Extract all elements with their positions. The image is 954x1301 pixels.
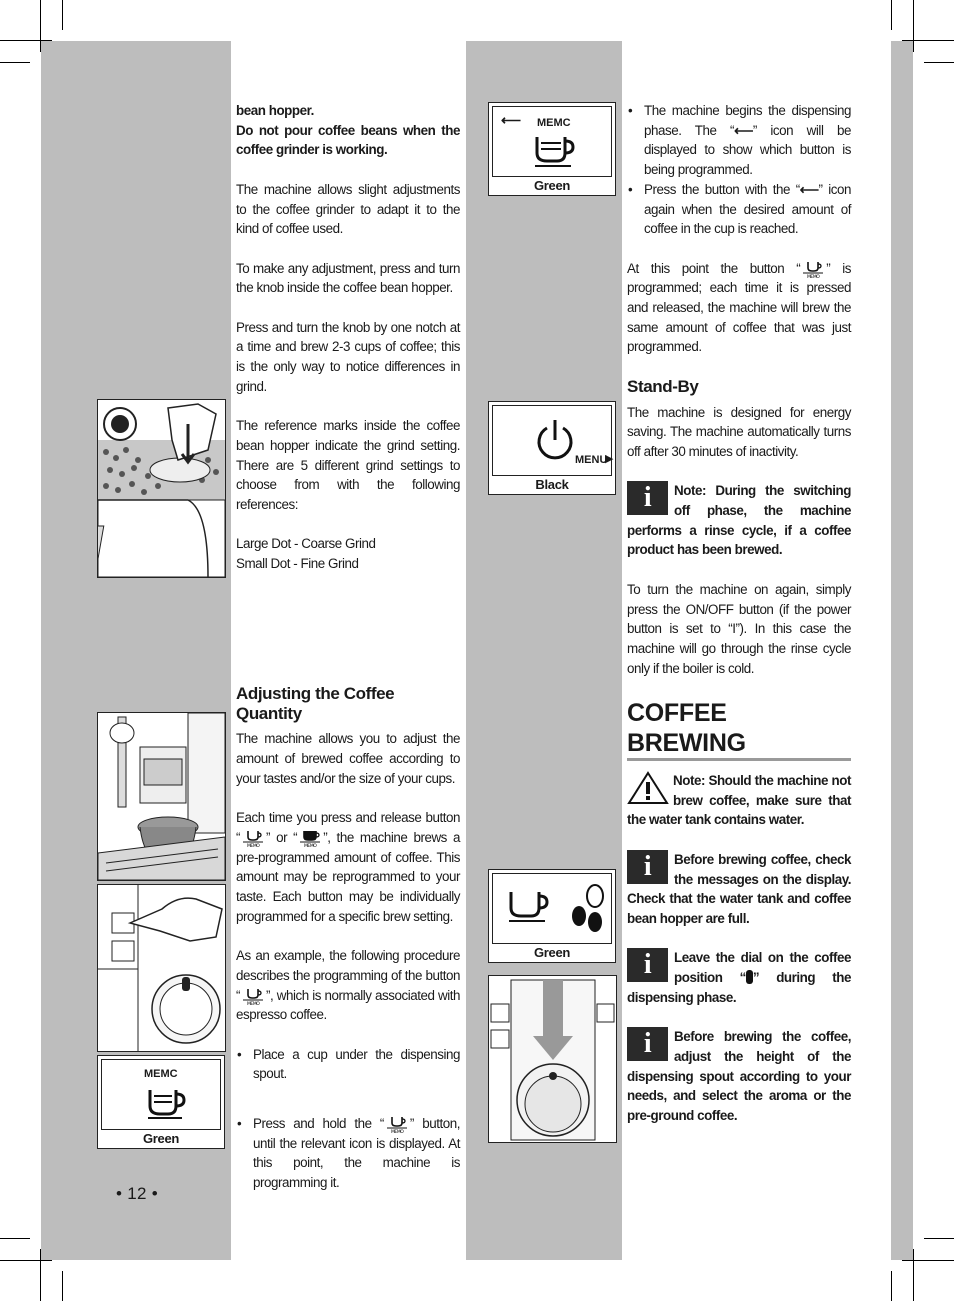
heading-coffee-brewing: COFFEE BREWING [627, 698, 851, 761]
note-dial-position: i Leave the dial on the coffee position “ ” during the dispensing phase. [627, 949, 851, 1005]
espresso-button-icon [384, 1115, 410, 1133]
paragraph-standby: The machine is designed for energy saving. The machine automatically turns off after 30 minutes of inactivity. [627, 404, 851, 459]
note-check-display: i Before brewing coffee, check the messages on the display. Check that the water tank and coffee bean hopper are full. [627, 850, 851, 926]
heading-adjust-quantity: Adjusting the Coffee Quantity [236, 684, 395, 723]
panel-caption: Green [533, 178, 571, 193]
paragraph-turn-on: To turn the machine on again, simply press the ON/OFF button (if the power button is set to “I”). In this case the machine will go through the rinse cycle only if the boiler is cold. [627, 581, 851, 676]
left-text-column [236, 101, 460, 574]
bullet-press-again: • Press the button with the “⟵” icon again when the desired amount of coffee in the cup is reached. [644, 180, 851, 239]
back-arrow-icon: ⟵ [734, 122, 753, 138]
coffee-button-icon [297, 829, 323, 847]
svg-text:MEMO: MEMO [304, 843, 317, 847]
intro-bold-2: Do not pour coffee beans when the coffee grinder is working. [236, 122, 460, 158]
display-panel-memo-left [97, 1055, 225, 1149]
display-panel-standby [488, 401, 616, 495]
panel-caption: Green [142, 1131, 180, 1146]
display-panel-memo-right [488, 102, 616, 196]
warning-icon [627, 771, 669, 805]
intro-bold-1: bean hopper. [236, 103, 314, 118]
note-water-tank: Note: Should the machine not brew coffee, make sure that the water tank contains water. [627, 773, 851, 828]
info-icon: i [627, 1027, 668, 1061]
memc-label: MEMC [537, 117, 571, 129]
paragraph-press-turn: To make any adjustment, press and turn the knob inside the coffee bean hopper. [236, 260, 460, 296]
bullet-press-hold: • Press and hold the “ MEMO ” button, until the relevant icon is displayed. At this point, the machine is programming it. [253, 1114, 460, 1193]
info-icon: i [627, 481, 668, 515]
note-spout-height: i Before brewing the coffee, adjust the height of the dispensing spout according to your needs, and select the aroma or the pre-ground coffee. [627, 1028, 851, 1123]
right-text-column [627, 101, 851, 1145]
right-gray-band [891, 41, 913, 1260]
grind-coarse: Large Dot - Coarse Grind [236, 536, 376, 552]
svg-text:MEMO: MEMO [390, 1130, 404, 1134]
left-text-column-lower [236, 684, 460, 1213]
right-bullets [627, 101, 851, 239]
grinder-knob-photo [97, 399, 226, 578]
coffee-dial-icon [746, 970, 753, 984]
note-switching-off: i Note: During the switching off phase, the machine performs a rinse cycle, if a coffee product has been brewed. [627, 482, 851, 558]
cup-icon [148, 1086, 188, 1120]
paragraph-procedure-example: As an example, the following procedure describes the programming of the button “ MEMO ”, which is normally associated with espresso coffee. [236, 948, 460, 1023]
espresso-button-icon [240, 829, 266, 847]
paragraph-quantity-intro: The machine allows you to adjust the amount of brewed coffee according to your tastes and/or the size of your cups. [236, 731, 460, 786]
panel-caption: Green [533, 945, 571, 960]
espresso-button-icon [240, 987, 266, 1005]
back-arrow-icon: ⟵ [799, 181, 819, 197]
info-icon: i [627, 850, 668, 884]
svg-text:MEMO: MEMO [807, 274, 820, 278]
display-panel-brew [488, 869, 616, 963]
press-button-photo [97, 884, 226, 1052]
coffee-beans-icon [569, 884, 609, 934]
svg-text:MEMO: MEMO [247, 1001, 260, 1005]
menu-label: MENU [575, 454, 608, 466]
espresso-button-icon [800, 260, 826, 278]
page-number: • 12 • [116, 1184, 159, 1203]
cup-icon [535, 133, 579, 169]
grind-fine: Small Dot - Fine Grind [236, 556, 359, 572]
cup-icon [509, 888, 553, 924]
memc-label: MEMC [144, 1068, 178, 1080]
svg-text:MEMO: MEMO [247, 843, 260, 847]
paragraph-notch: Press and turn the knob by one notch at a time and brew 2-3 cups of coffee; this is the only way to notice differences in grind. [236, 319, 460, 394]
espresso-cup-photo [97, 712, 226, 881]
spout-adjust-photo [488, 975, 617, 1143]
panel-caption: Black [535, 477, 569, 492]
menu-arrow-icon: ▶ [605, 453, 614, 465]
bullet-dispensing-phase: • The machine begins the dispensing phase. The “⟵” icon will be displayed to show which button is being programmed. [644, 101, 851, 180]
power-icon [535, 418, 575, 462]
info-icon: i [627, 948, 668, 982]
left-bullets [236, 1045, 460, 1193]
paragraph-grinder-adjust: The machine allows slight adjustments to the coffee grinder to adapt it to the kind of coffee used. [236, 181, 460, 237]
paragraph-reference-marks: The reference marks inside the coffee bean hopper indicate the grind setting. There are 5 different grind settings to choose from with the following references: [236, 418, 460, 512]
paragraph-press-release: Each time you press and release button “ MEMO ” or “ MEMO ”, the machine brews a pre-programmed amount of coffee. This amount may be reprogrammed to your taste. Each button may be individually programmed for a specific brew setting. [236, 810, 460, 924]
heading-standby: Stand-By [627, 376, 699, 396]
bullet-place-cup: • Place a cup under the dispensing spout. [253, 1045, 460, 1084]
back-arrow-icon: ⟵ [501, 112, 522, 128]
paragraph-programmed: At this point the button “ MEMO ” is programmed; each time it is pressed and released, the machine will brew the same amount of coffee that was just programmed. [627, 260, 852, 355]
